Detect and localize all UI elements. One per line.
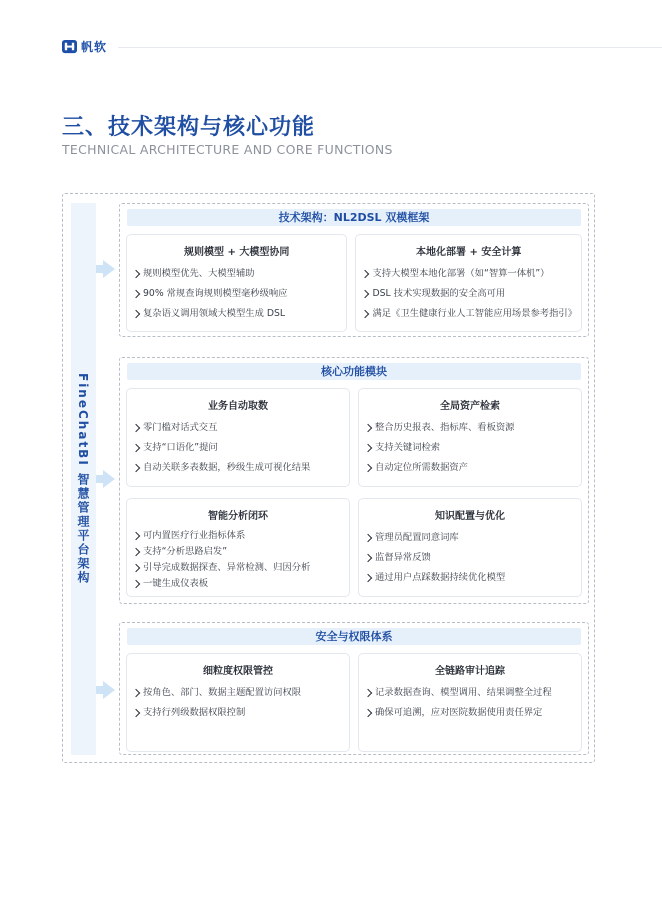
section-title: 核心功能模块 xyxy=(127,363,581,380)
feature-list xyxy=(359,528,581,588)
list-item xyxy=(365,703,577,723)
list-item xyxy=(133,560,345,576)
feature-card xyxy=(126,234,347,332)
list-item xyxy=(362,304,577,324)
chevron-right-icon xyxy=(364,464,372,472)
arrow-right-icon xyxy=(103,470,115,488)
chevron-right-icon xyxy=(132,548,140,556)
list-item-text: 自动关联多表数据，秒级生成可视化结果 xyxy=(143,462,311,473)
list-item-text: 支持关键词检索 xyxy=(375,442,441,453)
list-item xyxy=(133,458,345,478)
chevron-right-icon xyxy=(132,424,140,432)
section-core-modules xyxy=(119,357,589,604)
brand-logo-icon xyxy=(62,39,77,54)
brand-name: 帆软 xyxy=(81,40,108,54)
list-item xyxy=(365,438,577,458)
list-item xyxy=(133,264,342,284)
feature-list xyxy=(356,264,581,324)
list-item-text: 管理员配置同意词库 xyxy=(375,532,459,543)
card-grid xyxy=(126,388,582,597)
brand-logo xyxy=(62,38,107,55)
chevron-right-icon xyxy=(364,444,372,452)
list-item-text: 支持大模型本地化部署（如“智算一体机”） xyxy=(372,268,550,279)
chevron-right-icon xyxy=(361,270,369,278)
list-item-text: 规则模型优先、大模型辅助 xyxy=(143,268,255,279)
list-item xyxy=(133,576,345,592)
list-item xyxy=(133,284,342,304)
section-tech-architecture xyxy=(119,203,589,337)
chevron-right-icon xyxy=(361,290,369,298)
feature-list xyxy=(127,528,349,592)
card-grid xyxy=(126,234,582,332)
chevron-right-icon xyxy=(364,709,372,717)
feature-list xyxy=(127,683,349,723)
list-item-text: 确保可追溯，应对医院数据使用责任界定 xyxy=(375,707,543,718)
list-item-text: 零门槛对话式交互 xyxy=(143,422,218,433)
list-item xyxy=(133,683,345,703)
chevron-right-icon xyxy=(132,709,140,717)
chevron-right-icon xyxy=(364,574,372,582)
chevron-right-icon xyxy=(132,444,140,452)
card-title: 智能分析闭环 xyxy=(208,511,268,522)
list-item-text: 按角色、部门、数据主题配置访问权限 xyxy=(143,687,302,698)
list-item-text: 通过用户点踩数据持续优化模型 xyxy=(375,572,506,583)
chevron-right-icon xyxy=(364,554,372,562)
chevron-right-icon xyxy=(132,564,140,572)
card-title: 规则模型 + 大模型协同 xyxy=(184,247,290,258)
section-security xyxy=(119,622,589,755)
list-item-text: 支持行列级数据权限控制 xyxy=(143,707,246,718)
list-item xyxy=(362,284,577,304)
list-item xyxy=(133,418,345,438)
list-item-text: 支持“分析思路启发” xyxy=(143,546,228,557)
list-item-text: 引导完成数据探查、异常检测、归因分析 xyxy=(143,562,311,573)
section-title: 技术架构：NL2DSL 双模框架 xyxy=(127,209,581,226)
chevron-right-icon xyxy=(132,689,140,697)
list-item-text: 整合历史报表、指标库、看板资源 xyxy=(375,422,515,433)
list-item xyxy=(133,438,345,458)
chevron-right-icon xyxy=(132,310,140,318)
list-item-text: 可内置医疗行业指标体系 xyxy=(143,530,246,541)
chevron-right-icon xyxy=(361,310,369,318)
card-title: 业务自动取数 xyxy=(208,401,268,412)
list-item xyxy=(133,304,342,324)
chevron-right-icon xyxy=(132,532,140,540)
chevron-right-icon xyxy=(132,580,140,588)
feature-card xyxy=(126,498,350,597)
card-title: 细粒度权限管控 xyxy=(203,666,273,677)
card-title: 全链路审计追踪 xyxy=(435,666,505,677)
list-item-text: 复杂语义调用领域大模型生成 DSL xyxy=(143,308,286,319)
list-item xyxy=(133,703,345,723)
list-item xyxy=(365,683,577,703)
arrow-right-icon xyxy=(103,681,115,699)
chevron-right-icon xyxy=(364,534,372,542)
list-item-text: 满足《卫生健康行业人工智能应用场景参考指引》 xyxy=(372,308,577,319)
feature-list xyxy=(359,418,581,478)
arrow-right-icon xyxy=(103,260,115,278)
chevron-right-icon xyxy=(364,689,372,697)
chevron-right-icon xyxy=(132,290,140,298)
feature-card xyxy=(126,653,350,752)
card-title: 全局资产检索 xyxy=(440,401,500,412)
architecture-diagram xyxy=(62,193,595,763)
feature-list xyxy=(127,264,346,324)
list-item xyxy=(365,528,577,548)
list-item-text: 一键生成仪表板 xyxy=(143,578,209,589)
section-title: 安全与权限体系 xyxy=(127,628,581,645)
feature-list xyxy=(359,683,581,723)
list-item-text: 自动定位所需数据资产 xyxy=(375,462,468,473)
list-item-text: 支持“口语化”提问 xyxy=(143,442,218,453)
header-divider xyxy=(118,47,662,48)
feature-list xyxy=(127,418,349,478)
chevron-right-icon xyxy=(132,270,140,278)
feature-card xyxy=(358,653,582,752)
card-grid xyxy=(126,653,582,752)
list-item xyxy=(365,568,577,588)
list-item xyxy=(365,458,577,478)
list-item-text: 90% 常规查询规则模型毫秒级响应 xyxy=(143,288,288,299)
card-title: 本地化部署 + 安全计算 xyxy=(416,247,522,258)
list-item xyxy=(133,528,345,544)
page-subtitle: TECHNICAL ARCHITECTURE AND CORE FUNCTIONS xyxy=(62,142,393,157)
list-item xyxy=(133,544,345,560)
feature-card xyxy=(126,388,350,487)
platform-label xyxy=(71,203,96,755)
chevron-right-icon xyxy=(132,464,140,472)
card-title: 知识配置与优化 xyxy=(435,511,505,522)
list-item xyxy=(365,418,577,438)
list-item-text: DSL 技术实现数据的安全高可用 xyxy=(372,288,506,299)
list-item xyxy=(362,264,577,284)
feature-card xyxy=(358,498,582,597)
list-item xyxy=(365,548,577,568)
feature-card xyxy=(358,388,582,487)
list-item-text: 监督异常反馈 xyxy=(375,552,431,563)
feature-card xyxy=(355,234,582,332)
chevron-right-icon xyxy=(364,424,372,432)
page-title: 三、技术架构与核心功能 xyxy=(62,115,316,140)
platform-label-text: FineChatBI 智慧管理平台架构 xyxy=(76,373,90,585)
list-item-text: 记录数据查询、模型调用、结果调整全过程 xyxy=(375,687,552,698)
